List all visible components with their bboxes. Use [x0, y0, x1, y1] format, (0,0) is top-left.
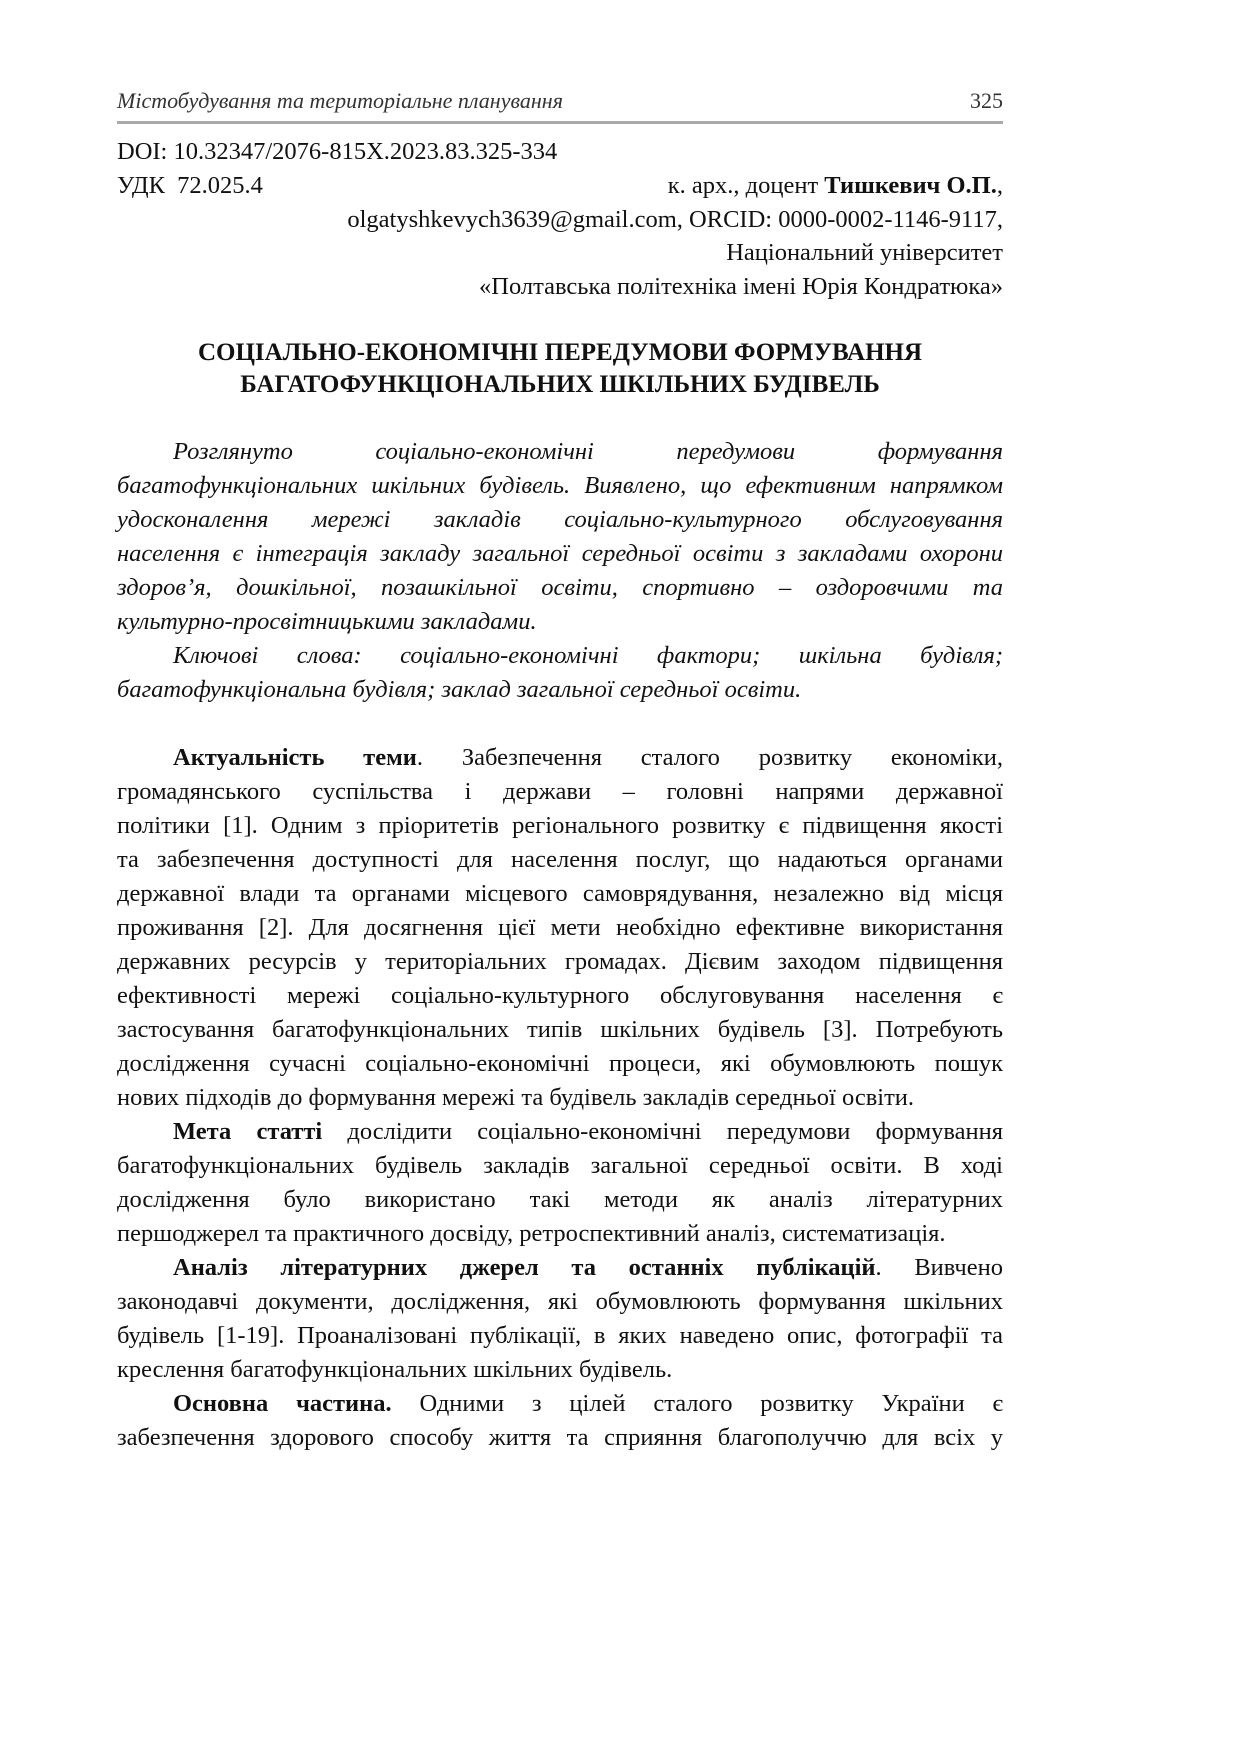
abstract-line: багатофункціональних шкільних будівель. Виявлено, що ефективним напрямком: [117, 472, 1003, 499]
body-line: [117, 1251, 1003, 1285]
abstract-line: багатофункціональна будівля; заклад загальної середньої освіти.: [117, 676, 802, 703]
line-text: державної влади та органами місцевого самоврядування, незалежно від місця: [117, 880, 1003, 907]
body-line: [117, 741, 1003, 775]
body-line: [117, 979, 1003, 1013]
line-text: дослідження було використано такі методи як аналіз літературних: [117, 1186, 1003, 1213]
page-number: 325: [970, 88, 1003, 113]
line-text: нових підходів до формування мережі та будівель закладів середньої освіти.: [117, 1084, 915, 1111]
body-line: [117, 1115, 1003, 1149]
line-text: . Вивчено: [875, 1254, 1003, 1281]
line-text: законодавчі документи, дослідження, які обумовлюють формування шкільних: [117, 1288, 1003, 1315]
line-text: дослідити соціально-економічні передумови формування: [322, 1118, 1004, 1145]
body-line: [117, 1183, 1003, 1217]
body-line: [117, 911, 1003, 945]
paragraph-lead: Основна частина.: [173, 1390, 392, 1417]
author-degree: к. арх., доцент: [667, 172, 825, 199]
running-header: Містобудування та територіальне планування: [117, 88, 563, 113]
line-text: державних ресурсів у територіальних громадах. Дієвим заходом підвищення: [117, 948, 1003, 975]
line-text: застосування багатофункціональних типів шкільних будівель [3]. Потребують: [117, 1016, 1003, 1043]
line-text: . Забезпечення сталого розвитку економіки,: [416, 744, 1003, 771]
line-text: будівель [1-19]. Проаналізовані публікації, в яких наведено опис, фотографії та: [117, 1322, 1003, 1349]
header-rule: [117, 121, 1003, 124]
article-title: [117, 337, 1003, 401]
title-line: БАГАТОФУНКЦІОНАЛЬНИХ ШКІЛЬНИХ БУДІВЕЛЬ: [240, 371, 880, 398]
line-text: ефективності мережі соціально-культурного обслуговування населення є: [117, 982, 1003, 1009]
abstract-line: Розглянуто соціально-економічні передумови формування: [173, 438, 1003, 465]
line-text: політики [1]. Одним з пріоритетів регіонального розвитку є підвищення якості: [117, 812, 1003, 839]
body-line: [117, 775, 1003, 809]
abstract-line: здоров’я, дошкільної, позашкільної освіти, спортивно – оздоровчими та: [117, 574, 1003, 601]
body-line: [117, 877, 1003, 911]
line-text: багатофункціональних будівель закладів загальної середньої освіти. В ході: [117, 1152, 1003, 1179]
abstract-line: удосконалення мережі закладів соціально-культурного обслуговування: [117, 506, 1003, 533]
line-text: першоджерел та практичного досвіду, ретроспективний аналіз, систематизація.: [117, 1220, 946, 1247]
line-text: забезпечення здорового способу життя та сприяння благополуччю для всіх у: [117, 1424, 1003, 1451]
line-text: громадянського суспільства і держави – головні напрями державної: [117, 778, 1003, 805]
body-line: [117, 1013, 1003, 1047]
author-suffix: ,: [996, 172, 1003, 199]
paragraph-lead: Актуальність теми: [173, 744, 417, 771]
body-line: [117, 809, 1003, 843]
abstract-line: Ключові слова: соціально-економічні фактори; шкільна будівля;: [173, 642, 1003, 669]
line-text: проживання [2]. Для досягнення цієї мети необхідно ефективне використання: [117, 914, 1003, 941]
author-contact: olgatyshkevych3639@gmail.com, ORCID: 0000-0002-1146-9117,: [347, 206, 1003, 233]
body-line: [117, 843, 1003, 877]
line-text: креслення багатофункціональних шкільних будівель.: [117, 1356, 673, 1383]
affiliation-1: Національний університет: [726, 239, 1003, 266]
line-text: дослідження сучасні соціально-економічні процеси, які обумовлюють пошук: [117, 1050, 1003, 1077]
body-line: [117, 1353, 1003, 1387]
paragraph-lead: Мета статті: [173, 1118, 323, 1145]
abstract-line: культурно-просвітницькими закладами.: [117, 608, 537, 635]
body-line: [117, 1217, 1003, 1251]
abstract-line: населення є інтеграція закладу загальної середньої освіти з закладами охорони: [117, 540, 1003, 567]
line-text: та забезпечення доступності для населення послуг, що надаються органами: [117, 846, 1003, 873]
abstract: [117, 435, 1003, 707]
body-line: [117, 1319, 1003, 1353]
title-line: СОЦІАЛЬНО-ЕКОНОМІЧНІ ПЕРЕДУМОВИ ФОРМУВАННЯ: [197, 339, 923, 366]
line-text: Одними з цілей сталого розвитку України є: [391, 1390, 1003, 1417]
body-line: [117, 1421, 1003, 1455]
body-line: [117, 1387, 1003, 1421]
body-line: [117, 1047, 1003, 1081]
affiliation-2: «Полтавська політехніка імені Юрія Кондратюка»: [479, 273, 1003, 300]
article-body: [117, 741, 1003, 1455]
author-line: [668, 169, 1003, 203]
body-line: [117, 1081, 1003, 1115]
udk: УДК 72.025.4: [117, 172, 263, 199]
author-name: Тишкевич О.П.: [824, 172, 997, 199]
paragraph-lead: Аналіз літературних джерел та останніх публікацій: [173, 1254, 876, 1281]
body-line: [117, 1285, 1003, 1319]
doi: DOI: 10.32347/2076-815X.2023.83.325-334: [117, 138, 558, 165]
body-line: [117, 1149, 1003, 1183]
body-line: [117, 945, 1003, 979]
